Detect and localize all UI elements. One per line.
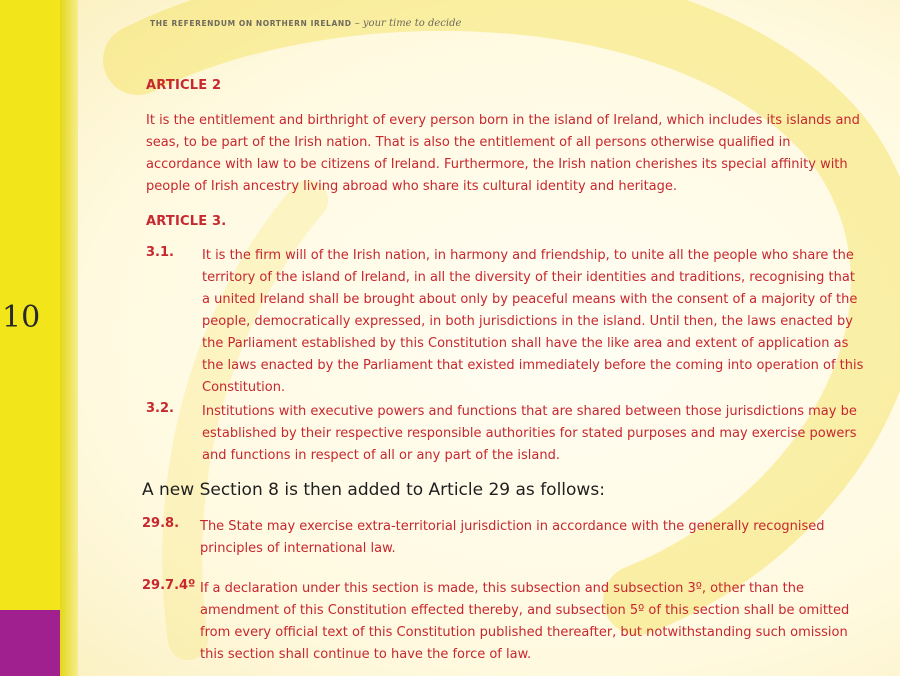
clause-29-7-4-text: If a declaration under this section is made, this subsection and subsection 3º, other than the amendment of this Constitution effected thereby, and subsection 5º of this section shall be omitted from every official text of this Constitution published thereafter, but notwithstanding such omission this section shall continue to have the force of law. bbox=[200, 581, 850, 662]
new-section-heading: A new Section 8 is then added to Article 29 as follows: bbox=[142, 480, 605, 500]
clause-3-1-text: It is the firm will of the Irish nation, in harmony and friendship, to unite all the people who share the territory of the island of Ireland, in all the diversity of their identities and traditions, recognising that a united Ireland shall be brought about only by peaceful means with the consent of a majority of the people, democratically expressed, in both jurisdictions in the island. Until then, the laws enacted by the Parliament established by this Constitution shall have the like area and extent of application as the laws enacted by the Parliament that existed immediately before the coming into operation of this Constitution. bbox=[202, 248, 864, 395]
page-edge-shadow bbox=[60, 0, 78, 676]
article-2-heading: ARTICLE 2 bbox=[146, 78, 222, 93]
clause-3-1-number: 3.1. bbox=[146, 245, 174, 260]
clause-29-7-4-number: 29.7.4º bbox=[142, 578, 196, 593]
clause-3-2-text: Institutions with executive powers and functions that are shared between those jurisdictions may be established by their respective responsible authorities for stated purposes and may exercise powers and functions in respect of all or any part of the island. bbox=[202, 404, 857, 463]
article-2-text: It is the entitlement and birthright of every person born in the island of Ireland, which includes its islands and seas, to be part of the Irish nation. That is also the entitlement of all persons otherwise qualified in accordance with law to be citizens of Ireland. Furthermore, the Irish nation cherishes its special affinity with people of Irish ancestry living abroad who share its cultural identity and heritage. bbox=[146, 113, 860, 194]
purple-side-band bbox=[0, 610, 60, 676]
running-header-tagline: your time to decide bbox=[362, 18, 462, 29]
page-number: 10 bbox=[2, 300, 41, 335]
clause-29-8-text: The State may exercise extra-territorial jurisdiction in accordance with the generally recognised principles of international law. bbox=[200, 519, 825, 556]
running-header-separator: – bbox=[351, 18, 363, 29]
clause-29-8-number: 29.8. bbox=[142, 516, 180, 531]
clause-3-2-number: 3.2. bbox=[146, 401, 174, 416]
running-header-title: THE REFERENDUM ON NORTHERN IRELAND bbox=[150, 19, 352, 28]
running-header bbox=[150, 18, 461, 29]
article-3-heading: ARTICLE 3. bbox=[146, 214, 227, 229]
